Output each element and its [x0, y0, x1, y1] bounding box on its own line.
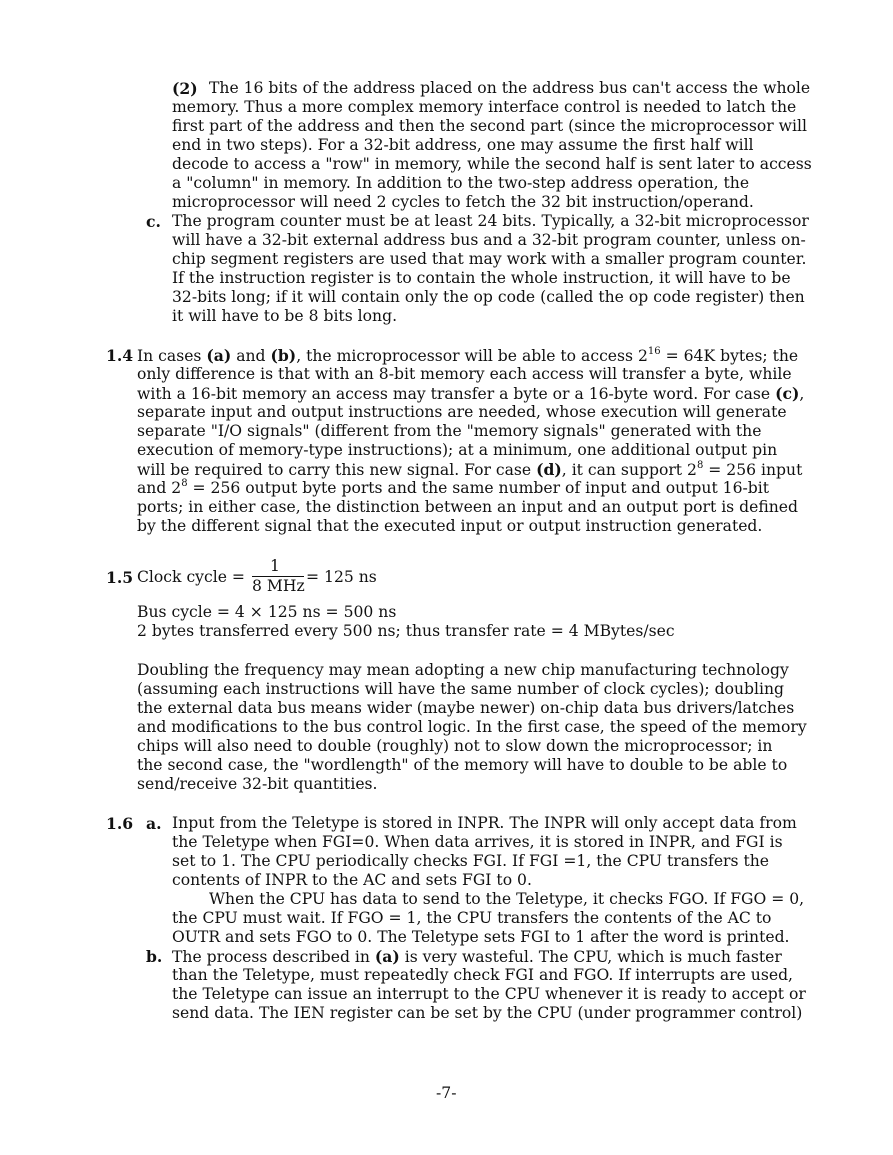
item-b-line-3: the Teletype can issue an interrupt to the CPU whenever it is ready to accept or: [172, 985, 806, 1003]
section-1-4-line-10: by the different signal that the executed input or output instruction generated.: [137, 517, 763, 535]
item-c-line-6: it will have to be 8 bits long.: [172, 307, 398, 325]
section-1-5-para-line-3: the external data bus means wider (maybe newer) on-chip data bus drivers/latches: [137, 699, 795, 717]
section-1-4-line-7: will be required to carry this new signal. For case (d), it can support $2^8 = 256$ input: [137, 459, 803, 479]
section-1-5-para-line-7: send/receive 32-bit quantities.: [137, 775, 378, 793]
item-b-line-1: The process described in (a) is very wasteful. The CPU, which is much faster: [172, 947, 782, 966]
item-c-line-4: If the instruction register is to contain the whole instruction, it will have to be: [172, 269, 791, 287]
fraction-denominator: 8 MHz: [252, 577, 305, 595]
item-a-line-1: Input from the Teletype is stored in INPR. The INPR will only accept data from: [172, 814, 797, 832]
item-c-label: c.: [146, 212, 161, 231]
clock-cycle-label: Clock cycle =: [137, 568, 245, 586]
item-a-line-5: When the CPU has data to send to the Teletype, it checks FGO. If FGO = 0,: [209, 890, 805, 908]
item-a-line-3: set to 1. The CPU periodically checks FGI. If FGI =1, the CPU transfers the: [172, 852, 769, 870]
item-2-line-1: The 16 bits of the address placed on the address bus can't access the whole: [209, 79, 811, 97]
item-2-line-7: microprocessor will need 2 cycles to fetch the 32 bit instruction/operand.: [172, 193, 754, 211]
section-1-4-line-5: separate "I/O signals" (different from the "memory signals" generated with the: [137, 422, 762, 440]
item-b-line-4: send data. The IEN register can be set by the CPU (under programmer control): [172, 1004, 803, 1022]
item-a-label: a.: [146, 814, 162, 833]
item-c-line-5: 32-bits long; if it will contain only the op code (called the op code register) then: [172, 288, 805, 306]
section-1-6-label: 1.6: [106, 814, 134, 833]
clock-cycle-result: = 125 ns: [306, 568, 377, 586]
section-1-4-line-6: execution of memory-type instructions); at a minimum, one additional output pin: [137, 441, 778, 459]
item-2-label: (2): [172, 79, 198, 98]
transfer-rate-line: 2 bytes transferred every 500 ns; thus transfer rate = 4 MBytes/sec: [137, 622, 675, 640]
item-2-line-4: end in two steps). For a 32-bit address, one may assume the first half will: [172, 136, 754, 154]
section-1-4-label: 1.4: [106, 346, 134, 365]
item-c-line-3: chip segment registers are used that may work with a smaller program counter.: [172, 250, 807, 268]
section-1-5-para-line-6: the second case, the "wordlength" of the memory will have to double to be able to: [137, 756, 788, 774]
section-1-5-para-line-1: Doubling the frequency may mean adopting a new chip manufacturing technology: [137, 661, 789, 679]
item-2-line-3: first part of the address and then the second part (since the microprocessor will: [172, 117, 807, 135]
item-a-line-7: OUTR and sets FGO to 0. The Teletype sets FGI to 1 after the word is printed.: [172, 928, 790, 946]
section-1-4-line-1: In cases (a) and (b), the microprocessor will be able to access $2^{16} = 64K$ bytes; the: [137, 345, 799, 365]
section-1-5-para-line-5: chips will also need to double (roughly) not to slow down the microprocessor; in: [137, 737, 773, 755]
section-1-4-line-2: only difference is that with an 8-bit memory each access will transfer a byte, while: [137, 365, 792, 383]
fraction-numerator: 1: [270, 557, 280, 575]
item-2-line-6: a "column" in memory. In addition to the two-step address operation, the: [172, 174, 750, 192]
section-1-5-para-line-2: (assuming each instructions will have the same number of clock cycles); doubling: [137, 680, 785, 698]
item-a-line-2: the Teletype when FGI=0. When data arrives, it is stored in INPR, and FGI is: [172, 833, 783, 851]
section-1-4-line-8: and $2^8 = 256$ output byte ports and the same number of input and output 16-bit: [137, 477, 770, 497]
item-c-line-1: The program counter must be at least 24 bits. Typically, a 32-bit microprocessor: [172, 212, 809, 230]
item-b-label: b.: [146, 947, 163, 966]
section-1-5-para-line-4: and modifications to the bus control logic. In the first case, the speed of the memory: [137, 718, 807, 736]
section-1-4-line-3: with a 16-bit memory an access may transfer a byte or a 16-byte word. For case (c),: [137, 384, 805, 403]
section-1-5-label: 1.5: [106, 568, 134, 587]
item-2-line-2: memory. Thus a more complex memory interface control is needed to latch the: [172, 98, 797, 116]
page-number: -7-: [436, 1084, 457, 1102]
item-2-line-5: decode to access a "row" in memory, while the second half is sent later to access: [172, 155, 812, 173]
item-a-line-4: contents of INPR to the AC and sets FGI to 0.: [172, 871, 532, 889]
item-c-line-2: will have a 32-bit external address bus and a 32-bit program counter, unless on-: [172, 231, 806, 249]
bus-cycle-line: Bus cycle = 4 × 125 ns = 500 ns: [137, 603, 397, 621]
clock-fraction: [252, 557, 308, 599]
item-a-line-6: the CPU must wait. If FGO = 1, the CPU transfers the contents of the AC to: [172, 909, 772, 927]
section-1-4-line-4: separate input and output instructions are needed, whose execution will generate: [137, 403, 787, 421]
item-b-line-2: than the Teletype, must repeatedly check FGI and FGO. If interrupts are used,: [172, 966, 794, 984]
section-1-4-line-9: ports; in either case, the distinction between an input and an output port is defined: [137, 498, 799, 516]
